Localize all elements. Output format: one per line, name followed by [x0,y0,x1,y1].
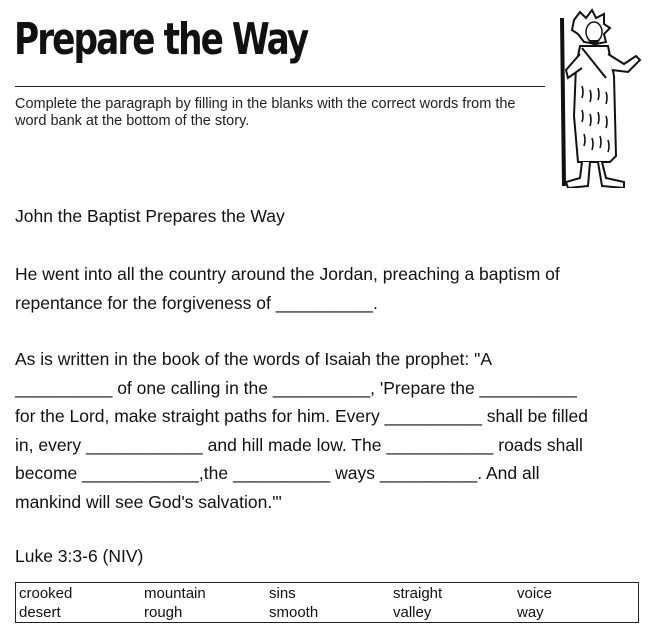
story-paragraph-1 [15,260,560,317]
word-bank-item: straight [393,585,443,602]
story-heading: John the Baptist Prepares the Way [15,206,285,226]
paragraph-line: in, every ____________ and hill made low. The ___________ roads shall [15,434,583,455]
word-bank-item: rough [144,604,183,621]
word-bank [15,582,639,623]
title-divider [15,86,545,87]
john-the-baptist-illustration-icon [552,6,644,188]
paragraph-line: repentance for the forgiveness of __________. [15,292,378,313]
paragraph-line: As is written in the book of the words of Isaiah the prophet: "A [15,349,493,369]
word-bank-item: way [517,604,544,621]
word-bank-item: mountain [144,585,206,602]
word-bank-item: desert [19,604,61,621]
word-bank-item: smooth [269,604,319,621]
word-bank-item: crooked [19,585,73,602]
story-paragraph-2 [15,345,588,516]
paragraph-line: __________ of one calling in the __________, 'Prepare the __________ [15,377,577,398]
word-bank-item: voice [517,585,553,602]
worksheet-title: Prepare the Way [14,14,308,65]
scripture-reference: Luke 3:3-6 (NIV) [15,546,144,566]
word-bank-item: valley [393,604,432,621]
paragraph-line: mankind will see God's salvation.'" [15,491,282,512]
paragraph-line: become ____________,the __________ ways __________. And all [15,463,540,483]
word-bank-item: sins [269,585,296,602]
paragraph-line: for the Lord, make straight paths for him. Every __________ shall be filled [15,406,588,426]
instructions-text: Complete the paragraph by filling in the blanks with the correct words from the word bank at the bottom of the story. [15,96,516,129]
paragraph-line: He went into all the country around the Jordan, preaching a baptism of [15,264,560,284]
